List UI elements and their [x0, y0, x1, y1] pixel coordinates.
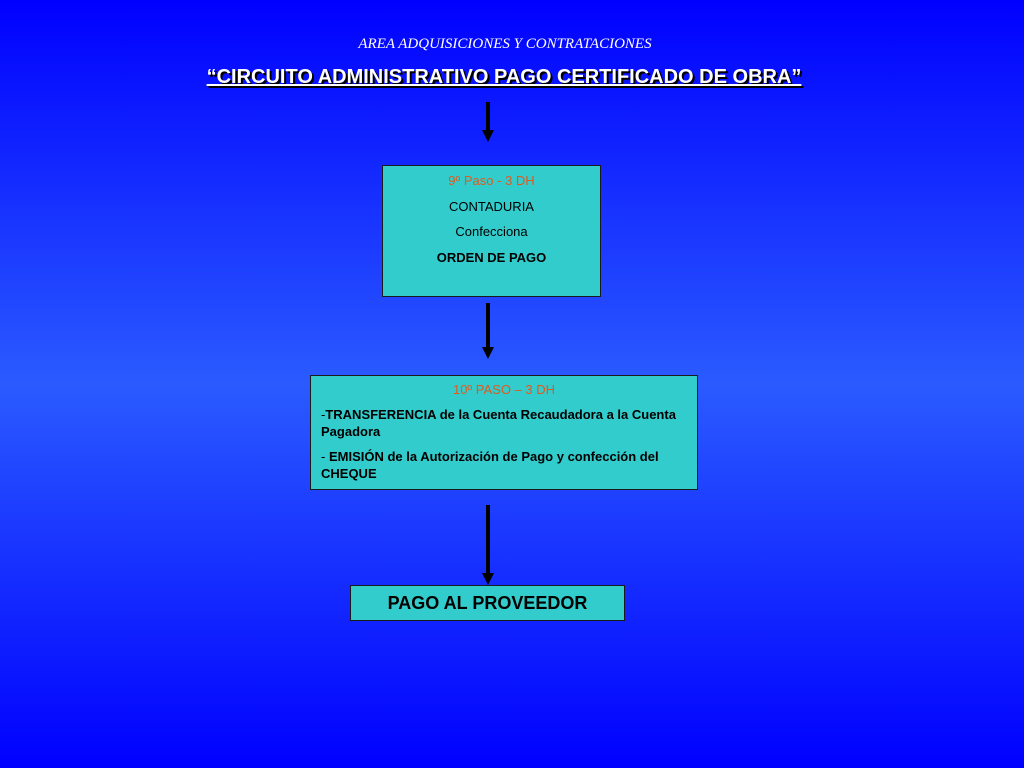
step-9-area: CONTADURIA: [449, 198, 534, 214]
step-9-box: [382, 165, 601, 297]
arrow-down-3: [482, 505, 494, 585]
step-10-item-emission: [321, 448, 687, 482]
step-10-item-transfer: [321, 406, 687, 440]
step-9-action: Confecciona: [455, 224, 528, 239]
bullet-dash: -: [321, 407, 326, 422]
step-9-document: ORDEN DE PAGO: [436, 249, 547, 265]
final-step-box: PAGO AL PROVEEDOR: [350, 585, 625, 621]
arrow-down-1: [482, 102, 494, 142]
step-10-label: 10º PASO – 3 DH: [452, 382, 556, 397]
bullet-dash: -: [321, 449, 329, 464]
step-9-label: 9º Paso - 3 DH: [448, 173, 535, 188]
step-10-box: [310, 375, 698, 490]
step-10-item-emission-text: EMISIÓN de la Autorización de Pago y confección del CHEQUE: [321, 449, 659, 481]
arrow-down-2: [482, 303, 494, 359]
step-10-item-transfer-text: TRANSFERENCIA de la Cuenta Recaudadora a la Cuenta Pagadora: [321, 407, 676, 439]
page-title: “CIRCUITO ADMINISTRATIVO PAGO CERTIFICADO DE OBRA”: [206, 66, 802, 88]
header-subtitle: AREA ADQUISICIONES Y CONTRATACIONES: [358, 36, 652, 52]
